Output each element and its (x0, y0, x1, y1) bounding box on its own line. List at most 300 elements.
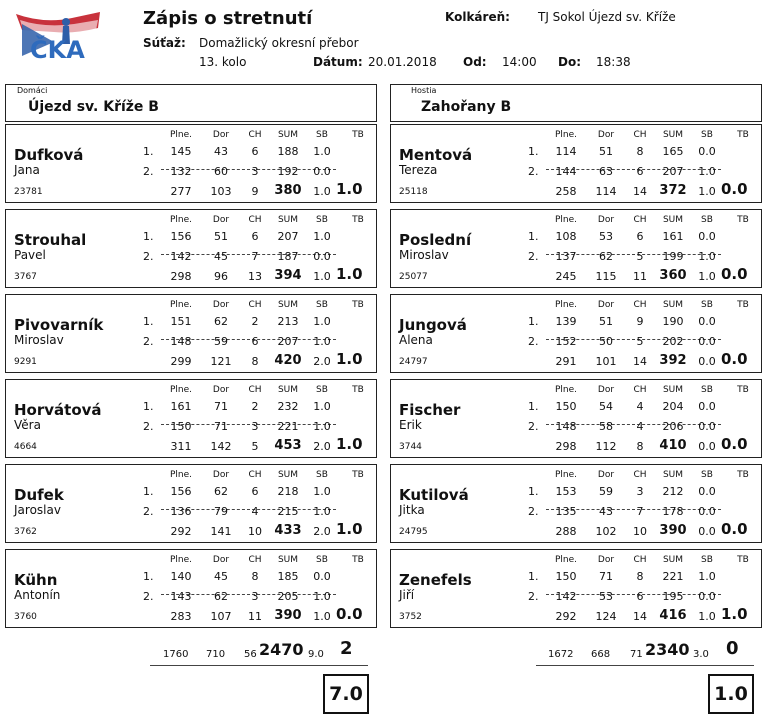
score-cell: 291 (555, 355, 577, 368)
player-tb: 0.0 (721, 350, 748, 368)
column-header: Plne. (554, 215, 578, 225)
column-header: SUM (662, 385, 684, 395)
score-cell: 63 (599, 165, 613, 178)
score-cell: 14 (633, 610, 647, 623)
score-cell: 8 (636, 145, 644, 158)
score-cell: 1.0 (698, 570, 716, 583)
away-total-line (536, 665, 754, 666)
player-surname: Horvátová (14, 401, 102, 419)
column-header: CH (633, 130, 647, 140)
score-cell: 145 (170, 145, 192, 158)
column-header: TB (737, 130, 749, 140)
score-cell: 10 (248, 525, 262, 538)
column-header: TB (352, 215, 364, 225)
score-cell: 207 (277, 230, 299, 243)
game-number: 1. (528, 400, 539, 413)
score-cell: 9 (251, 185, 259, 198)
game-number: 1. (143, 400, 154, 413)
game-number: 1. (528, 485, 539, 498)
column-header: SB (701, 555, 713, 565)
score-cell: 0.0 (313, 165, 331, 178)
away-total-tb: 0 (726, 638, 739, 659)
score-cell: 107 (210, 610, 232, 623)
column-header: TB (352, 470, 364, 480)
away-final-score: 1.0 (708, 674, 754, 714)
game-number: 1. (143, 230, 154, 243)
score-cell: 11 (248, 610, 262, 623)
score-cell: 3 (251, 165, 259, 178)
player-id: 25077 (399, 272, 428, 282)
player-id: 3744 (399, 442, 422, 452)
column-header: Plne. (554, 385, 578, 395)
column-header: Plne. (169, 555, 193, 565)
score-cell: 1.0 (313, 315, 331, 328)
score-cell: 215 (277, 505, 299, 518)
column-header: Dor (212, 215, 230, 225)
player-firstname: Antonín (14, 588, 61, 602)
score-cell: 1.0 (698, 185, 716, 198)
column-header: Dor (212, 300, 230, 310)
column-header: TB (352, 300, 364, 310)
score-cell: 0.0 (698, 355, 716, 368)
score-cell: 453 (274, 438, 302, 453)
round-value: 13. kolo (199, 55, 247, 69)
score-cell: 108 (555, 230, 577, 243)
game-number: 1. (143, 570, 154, 583)
column-header: SB (701, 215, 713, 225)
score-cell: 58 (599, 420, 613, 433)
player-firstname: Miroslav (399, 248, 449, 262)
game-number: 2. (528, 505, 539, 518)
column-header: SB (316, 215, 328, 225)
score-cell: 204 (662, 400, 684, 413)
away-player-card (390, 294, 762, 373)
column-header: SB (316, 470, 328, 480)
score-cell: 148 (170, 335, 192, 348)
player-id: 25118 (399, 187, 428, 197)
player-surname: Jungová (399, 316, 467, 334)
score-cell: 277 (170, 185, 192, 198)
score-cell: 192 (277, 165, 299, 178)
score-cell: 142 (555, 590, 577, 603)
game-number: 2. (528, 420, 539, 433)
away-player-card (390, 379, 762, 458)
score-cell: 8 (636, 570, 644, 583)
score-cell: 0.0 (698, 420, 716, 433)
score-cell: 139 (555, 315, 577, 328)
column-header: TB (352, 385, 364, 395)
score-cell: 420 (274, 353, 302, 368)
player-firstname: Alena (399, 333, 433, 347)
game-number: 1. (528, 145, 539, 158)
column-header: TB (352, 130, 364, 140)
score-cell: 71 (214, 400, 228, 413)
column-header: Dor (212, 385, 230, 395)
player-firstname: Jiří (399, 588, 415, 602)
column-header: SB (316, 130, 328, 140)
score-cell: 115 (595, 270, 617, 283)
score-cell: 380 (274, 183, 302, 198)
player-id: 3752 (399, 612, 422, 622)
player-surname: Mentová (399, 146, 473, 164)
score-cell: 1.0 (313, 610, 331, 623)
score-cell: 148 (555, 420, 577, 433)
column-header: SB (701, 385, 713, 395)
home-player-card (5, 464, 377, 543)
score-cell: 433 (274, 523, 302, 538)
home-total-dor: 710 (206, 649, 226, 660)
score-cell: 136 (170, 505, 192, 518)
score-cell: 124 (595, 610, 617, 623)
away-player-card (390, 124, 762, 203)
player-tb: 1.0 (721, 605, 748, 623)
column-header: SB (316, 385, 328, 395)
score-cell: 202 (662, 335, 684, 348)
competition-value: Domažlický okresní přebor (199, 36, 359, 50)
column-header: Plne. (169, 130, 193, 140)
score-cell: 152 (555, 335, 577, 348)
home-player-card (5, 124, 377, 203)
score-cell: 0.0 (698, 315, 716, 328)
score-cell: 390 (659, 523, 687, 538)
score-cell: 1.0 (698, 165, 716, 178)
score-cell: 112 (595, 440, 617, 453)
score-cell: 102 (595, 525, 617, 538)
column-header: SUM (277, 555, 299, 565)
home-total-tb: 2 (340, 638, 353, 659)
score-cell: 0.0 (698, 335, 716, 348)
date-label: Dátum: (313, 55, 363, 69)
home-caption: Domáci (17, 86, 48, 95)
score-cell: 96 (214, 270, 228, 283)
game-number: 1. (528, 570, 539, 583)
column-header: Plne. (554, 470, 578, 480)
away-total-sum: 2340 (645, 640, 690, 659)
score-cell: 298 (555, 440, 577, 453)
score-cell: 258 (555, 185, 577, 198)
player-tb: 0.0 (721, 435, 748, 453)
score-cell: 142 (170, 250, 192, 263)
home-player-card (5, 209, 377, 288)
player-id: 3762 (14, 527, 37, 537)
score-cell: 45 (214, 250, 228, 263)
score-cell: 1.0 (698, 250, 716, 263)
player-surname: Kühn (14, 571, 58, 589)
player-id: 9291 (14, 357, 37, 367)
score-cell: 0.0 (698, 230, 716, 243)
column-header: SUM (277, 385, 299, 395)
svg-text:ČKA: ČKA (30, 36, 85, 62)
away-team-name: Zahořany B (421, 99, 512, 115)
home-player-card (5, 379, 377, 458)
score-cell: 5 (636, 335, 644, 348)
competition-label: Súťaž: (143, 36, 186, 50)
column-header: Dor (597, 130, 615, 140)
player-firstname: Věra (14, 418, 41, 432)
player-surname: Fischer (399, 401, 461, 419)
column-header: TB (737, 215, 749, 225)
home-final-score: 7.0 (323, 674, 369, 714)
column-header: SUM (277, 470, 299, 480)
column-header: Plne. (169, 385, 193, 395)
score-cell: 62 (599, 250, 613, 263)
score-cell: 103 (210, 185, 232, 198)
column-header: CH (633, 300, 647, 310)
score-cell: 71 (599, 570, 613, 583)
column-header: SUM (662, 470, 684, 480)
column-header: CH (633, 215, 647, 225)
score-cell: 114 (555, 145, 577, 158)
column-header: CH (248, 300, 262, 310)
column-header: Dor (597, 555, 615, 565)
column-header: TB (737, 555, 749, 565)
away-total-sb: 3.0 (693, 649, 709, 660)
player-tb: 1.0 (336, 520, 363, 538)
game-number: 2. (143, 335, 154, 348)
score-cell: 54 (599, 400, 613, 413)
player-firstname: Tereza (399, 163, 438, 177)
player-tb: 1.0 (336, 180, 363, 198)
score-cell: 161 (662, 230, 684, 243)
column-header: SUM (662, 130, 684, 140)
score-cell: 195 (662, 590, 684, 603)
column-header: SUM (662, 555, 684, 565)
column-header: Plne. (169, 300, 193, 310)
score-cell: 2.0 (313, 525, 331, 538)
column-header: CH (248, 470, 262, 480)
score-cell: 3 (251, 590, 259, 603)
end-time-label: Do: (558, 55, 582, 69)
score-cell: 60 (214, 165, 228, 178)
score-cell: 6 (251, 485, 259, 498)
score-cell: 207 (277, 335, 299, 348)
score-cell: 2.0 (313, 440, 331, 453)
column-header: CH (248, 215, 262, 225)
score-cell: 6 (636, 230, 644, 243)
column-header: Dor (212, 470, 230, 480)
score-cell: 1.0 (313, 335, 331, 348)
player-surname: Strouhal (14, 231, 87, 249)
column-header: CH (248, 555, 262, 565)
home-total-line (150, 665, 368, 666)
column-header: SUM (277, 300, 299, 310)
score-cell: 1.0 (313, 270, 331, 283)
column-header: Dor (212, 130, 230, 140)
score-cell: 1.0 (313, 145, 331, 158)
player-id: 4664 (14, 442, 37, 452)
score-cell: 101 (595, 355, 617, 368)
score-cell: 288 (555, 525, 577, 538)
player-id: 3760 (14, 612, 37, 622)
score-cell: 0.0 (313, 570, 331, 583)
score-cell: 2.0 (313, 355, 331, 368)
score-cell: 372 (659, 183, 687, 198)
column-header: SUM (662, 215, 684, 225)
game-number: 2. (143, 420, 154, 433)
game-number: 1. (528, 230, 539, 243)
score-cell: 143 (170, 590, 192, 603)
score-cell: 390 (274, 608, 302, 623)
score-cell: 245 (555, 270, 577, 283)
column-header: Plne. (169, 470, 193, 480)
venue-label: Kolkáreň: (445, 10, 510, 24)
home-player-card (5, 294, 377, 373)
score-cell: 7 (251, 250, 259, 263)
score-cell: 392 (659, 353, 687, 368)
score-cell: 137 (555, 250, 577, 263)
score-cell: 212 (662, 485, 684, 498)
home-team-box (5, 84, 377, 122)
score-cell: 0.0 (313, 250, 331, 263)
score-cell: 62 (214, 315, 228, 328)
score-cell: 144 (555, 165, 577, 178)
column-header: CH (633, 385, 647, 395)
player-firstname: Jaroslav (14, 503, 61, 517)
score-cell: 3 (251, 420, 259, 433)
score-cell: 161 (170, 400, 192, 413)
score-cell: 207 (662, 165, 684, 178)
score-cell: 1.0 (313, 505, 331, 518)
column-header: CH (633, 470, 647, 480)
score-cell: 2 (251, 315, 259, 328)
score-cell: 14 (633, 185, 647, 198)
column-header: CH (248, 385, 262, 395)
game-number: 1. (143, 145, 154, 158)
score-cell: 51 (214, 230, 228, 243)
home-total-sum: 2470 (259, 640, 304, 659)
score-cell: 188 (277, 145, 299, 158)
score-cell: 150 (170, 420, 192, 433)
score-cell: 8 (636, 440, 644, 453)
player-firstname: Erik (399, 418, 422, 432)
home-player-card (5, 549, 377, 628)
player-surname: Pivovarník (14, 316, 104, 334)
score-cell: 9 (636, 315, 644, 328)
score-cell: 8 (251, 570, 259, 583)
score-cell: 71 (214, 420, 228, 433)
game-number: 2. (528, 165, 539, 178)
score-cell: 298 (170, 270, 192, 283)
player-tb: 0.0 (721, 520, 748, 538)
game-number: 2. (528, 335, 539, 348)
score-cell: 218 (277, 485, 299, 498)
column-header: CH (633, 555, 647, 565)
game-number: 2. (528, 250, 539, 263)
score-cell: 53 (599, 590, 613, 603)
column-header: TB (737, 385, 749, 395)
player-tb: 1.0 (336, 350, 363, 368)
score-cell: 206 (662, 420, 684, 433)
game-number: 2. (143, 505, 154, 518)
player-firstname: Jana (14, 163, 40, 177)
score-cell: 394 (274, 268, 302, 283)
column-header: TB (737, 300, 749, 310)
player-surname: Kutilová (399, 486, 469, 504)
score-cell: 51 (599, 145, 613, 158)
score-cell: 0.0 (698, 525, 716, 538)
column-header: Dor (597, 385, 615, 395)
home-team-name: Újezd sv. Kříže B (28, 99, 159, 115)
column-header: SB (701, 130, 713, 140)
page-title: Zápis o stretnutí (143, 8, 313, 29)
column-header: SUM (662, 300, 684, 310)
score-cell: 43 (599, 505, 613, 518)
game-number: 2. (143, 250, 154, 263)
score-cell: 7 (636, 505, 644, 518)
game-number: 1. (143, 315, 154, 328)
score-cell: 140 (170, 570, 192, 583)
column-header: SUM (277, 130, 299, 140)
player-surname: Zenefels (399, 571, 472, 589)
column-header: SB (701, 300, 713, 310)
score-cell: 178 (662, 505, 684, 518)
date-value: 20.01.2018 (368, 55, 437, 69)
score-cell: 6 (636, 165, 644, 178)
score-cell: 14 (633, 355, 647, 368)
score-cell: 6 (251, 145, 259, 158)
start-time-label: Od: (463, 55, 487, 69)
score-cell: 213 (277, 315, 299, 328)
start-time-value: 14:00 (502, 55, 537, 69)
score-cell: 11 (633, 270, 647, 283)
cka-logo (14, 10, 104, 62)
player-tb: 0.0 (721, 180, 748, 198)
score-cell: 1.0 (698, 270, 716, 283)
player-id: 23781 (14, 187, 43, 197)
venue-value: TJ Sokol Újezd sv. Kříže (538, 10, 676, 24)
score-cell: 121 (210, 355, 232, 368)
away-player-card (390, 209, 762, 288)
score-cell: 150 (555, 400, 577, 413)
column-header: Dor (597, 300, 615, 310)
player-tb: 1.0 (336, 435, 363, 453)
score-cell: 416 (659, 608, 687, 623)
score-cell: 59 (599, 485, 613, 498)
away-total-plne: 1672 (548, 649, 574, 660)
score-cell: 142 (210, 440, 232, 453)
score-cell: 185 (277, 570, 299, 583)
score-cell: 43 (214, 145, 228, 158)
score-cell: 1.0 (313, 590, 331, 603)
column-header: Plne. (554, 300, 578, 310)
score-cell: 5 (636, 250, 644, 263)
column-header: TB (737, 470, 749, 480)
away-total-dor: 668 (591, 649, 611, 660)
player-firstname: Miroslav (14, 333, 64, 347)
player-surname: Poslední (399, 231, 472, 249)
score-cell: 6 (251, 335, 259, 348)
home-total-plne: 1760 (163, 649, 189, 660)
score-cell: 1.0 (698, 610, 716, 623)
score-cell: 0.0 (698, 400, 716, 413)
player-tb: 0.0 (721, 265, 748, 283)
score-cell: 151 (170, 315, 192, 328)
score-cell: 2 (251, 400, 259, 413)
score-cell: 4 (636, 400, 644, 413)
score-cell: 51 (599, 315, 613, 328)
column-header: SB (316, 555, 328, 565)
score-cell: 45 (214, 570, 228, 583)
score-cell: 292 (170, 525, 192, 538)
column-header: SUM (277, 215, 299, 225)
column-header: SB (701, 470, 713, 480)
score-cell: 1.0 (313, 230, 331, 243)
column-header: SB (316, 300, 328, 310)
column-header: Plne. (554, 130, 578, 140)
player-tb: 0.0 (336, 605, 363, 623)
score-cell: 53 (599, 230, 613, 243)
column-header: Plne. (169, 215, 193, 225)
